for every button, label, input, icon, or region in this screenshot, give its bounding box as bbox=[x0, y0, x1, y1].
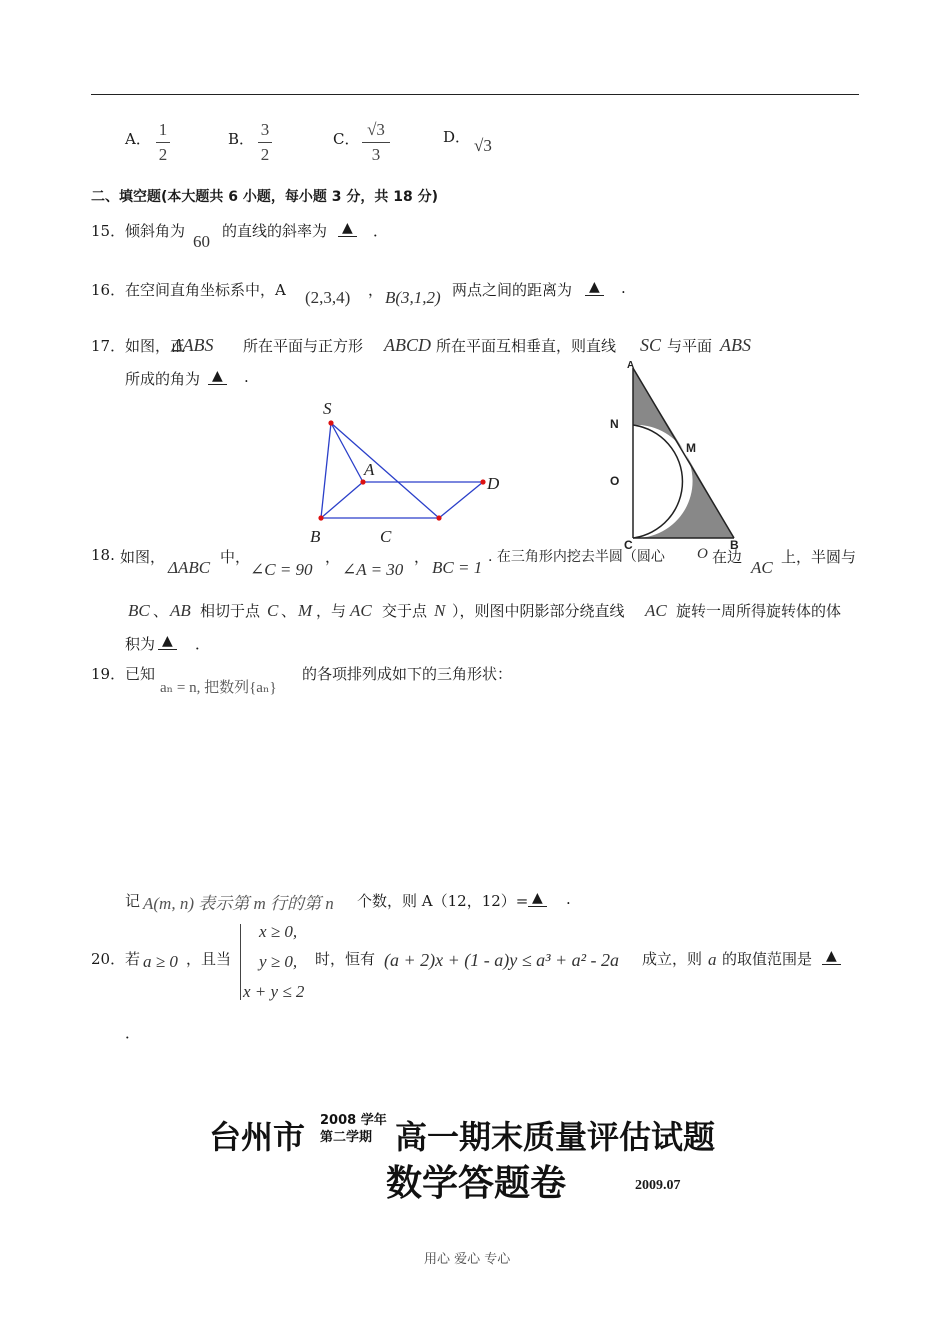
q16-separator: ， bbox=[368, 281, 384, 299]
q17-text: 如图，正 bbox=[125, 337, 186, 355]
q18-ac: AC bbox=[751, 558, 773, 577]
q17-plane: ABS bbox=[720, 335, 751, 355]
q15-number: 15． bbox=[91, 222, 126, 240]
point-b bbox=[318, 515, 323, 520]
q17-text-3: 所在平面互相垂直，则直线 bbox=[436, 337, 617, 355]
q16-text: 在空间直角坐标系中，A bbox=[125, 281, 286, 299]
q15-end: ． bbox=[373, 222, 389, 240]
option-b-denominator: 2 bbox=[260, 145, 270, 164]
q18-text: 如图， bbox=[120, 548, 166, 566]
q18-center-o: O bbox=[697, 546, 708, 562]
label-b: B bbox=[310, 527, 321, 546]
q18-line2-text-3: 交于点 bbox=[382, 602, 428, 620]
q17-text-4: 与平面 bbox=[667, 337, 713, 355]
label-n: N bbox=[610, 417, 619, 431]
option-a-fraction bbox=[156, 120, 170, 165]
q20-answer-blank[interactable]: ▲ bbox=[822, 948, 841, 965]
q20-text-3: 时，恒有 bbox=[315, 950, 376, 968]
header-rule bbox=[91, 94, 859, 95]
q17-square: ABCD bbox=[384, 335, 431, 355]
q18-line2-bc: BC bbox=[128, 601, 150, 620]
q20-system-1: x ≥ 0, bbox=[259, 922, 298, 941]
q18-line2-text-2: ，与 bbox=[316, 602, 347, 620]
q15-answer-blank[interactable]: ▲ bbox=[338, 220, 357, 237]
q19-line2-text: 记 bbox=[125, 892, 141, 910]
q18-line2-ab: AB bbox=[170, 601, 191, 620]
option-d-label: D． bbox=[443, 128, 471, 146]
q19-line2-def: A(m, n) 表示第 m 行的第 n bbox=[143, 894, 334, 913]
label-a: A bbox=[364, 460, 375, 479]
q18-bc: BC = 1 bbox=[432, 558, 483, 577]
q20-number: 20． bbox=[91, 950, 126, 968]
q16-answer-blank[interactable]: ▲ bbox=[585, 279, 604, 296]
q17-line: SC bbox=[640, 335, 662, 355]
option-c-label: C． bbox=[333, 130, 360, 148]
q17-text-2: 所在平面与正方形 bbox=[243, 337, 364, 355]
q15-text-2: 的直线的斜率为 bbox=[222, 222, 328, 240]
option-a-label: A． bbox=[125, 130, 151, 148]
q18-sep-2: ， bbox=[414, 548, 430, 566]
q18-line2-text-5: 旋转一周所得旋转体的体 bbox=[676, 602, 842, 620]
option-b-numerator: 3 bbox=[260, 120, 270, 139]
q16-end: . bbox=[621, 279, 626, 297]
q19-end: . bbox=[566, 890, 571, 908]
q18-line3-text: 积为 bbox=[125, 635, 156, 653]
q16-number: 16． bbox=[91, 281, 126, 299]
q16-text-2: 两点之间的距离为 bbox=[452, 281, 573, 299]
q18-end: ． bbox=[195, 635, 211, 653]
q20-text: 若 bbox=[125, 950, 141, 968]
label-m: M bbox=[686, 441, 696, 455]
q17-text-5: 所成的角为 bbox=[125, 370, 201, 388]
label-b: B bbox=[730, 538, 739, 550]
q18-triangle: ΔABC bbox=[168, 558, 211, 577]
title-subtitle: 数学答题卷 bbox=[386, 1163, 567, 1204]
figure-18-semicircle bbox=[600, 360, 750, 550]
q18-text-5: 上，半圆与 bbox=[781, 548, 857, 566]
q20-inequality: (a + 2)x + (1 - a)y ≤ a³ + a² - 2a bbox=[384, 950, 620, 970]
q15-text: 倾斜角为 bbox=[125, 222, 186, 240]
q19-line2-text-2: 个数，则 A（12，12）= bbox=[357, 892, 529, 910]
q17-number: 17． bbox=[91, 337, 126, 355]
q18-line2-text: 相切于点 bbox=[200, 602, 261, 620]
q20-text-5: 的取值范围是 bbox=[722, 950, 813, 968]
q18-number: 18. bbox=[91, 546, 115, 564]
q17-answer-blank[interactable]: ▲ bbox=[208, 368, 227, 385]
option-c-fraction bbox=[362, 120, 390, 165]
label-s: S bbox=[323, 399, 332, 418]
option-a-denominator: 2 bbox=[158, 145, 168, 164]
title-city: 台州市 bbox=[209, 1118, 306, 1156]
q19-text-2: 的各项排列成如下的三角形状： bbox=[302, 665, 513, 683]
option-c-numerator: √3 bbox=[367, 120, 385, 139]
q20-brace bbox=[240, 924, 241, 1000]
q18-text-2: 中， bbox=[220, 548, 251, 566]
q20-line2: ． bbox=[125, 1024, 141, 1042]
q20-text-2: ，且当 bbox=[186, 950, 232, 968]
label-d: D bbox=[487, 474, 500, 493]
point-s bbox=[328, 420, 333, 425]
point-d bbox=[480, 479, 485, 484]
q18-line2-text-4: ），则图中阴影部分绕直线 bbox=[452, 602, 625, 620]
option-c-denominator: 3 bbox=[371, 145, 381, 164]
q18-line2-ac: AC bbox=[350, 601, 372, 620]
q18-answer-blank[interactable]: ▲ bbox=[158, 633, 177, 650]
q18-angle-c: ∠C = 90 bbox=[250, 560, 313, 579]
q18-text-3: . 在三角形内挖去半圆（圆心 bbox=[488, 549, 665, 565]
q18-sep-1: ， bbox=[325, 548, 341, 566]
q18-line2-m: M bbox=[298, 601, 313, 620]
q20-system-3: x + y ≤ 2 bbox=[243, 982, 305, 1001]
q19-expression: aₙ = n, 把数列{aₙ} bbox=[160, 680, 277, 696]
title-year-bottom: 第二学期 bbox=[320, 1130, 373, 1145]
q15-angle: 60 bbox=[193, 232, 210, 251]
section-heading: 二、填空题(本大题共 6 小题，每小题 3 分，共 18 分) bbox=[91, 189, 439, 205]
point-a bbox=[360, 479, 365, 484]
q20-system-2: y ≥ 0, bbox=[259, 952, 298, 971]
q18-text-4: 在边 bbox=[712, 548, 743, 566]
q17-triangle: ΔABS bbox=[172, 335, 214, 355]
q18-line2-c: C bbox=[267, 601, 279, 620]
option-b-fraction bbox=[258, 120, 272, 165]
q20-variable: a bbox=[708, 950, 717, 969]
point-c bbox=[436, 515, 441, 520]
label-top-a: A bbox=[627, 360, 635, 371]
title-date: 2009.07 bbox=[635, 1178, 681, 1193]
title-year-top: 2008 学年 bbox=[320, 1113, 387, 1128]
label-c: C bbox=[624, 538, 633, 550]
q19-answer-blank[interactable]: ▲ bbox=[528, 890, 547, 907]
figure-17-pyramid bbox=[300, 395, 520, 550]
option-d-value: √3 bbox=[474, 136, 492, 155]
q16-point-a: (2,3,4) bbox=[305, 288, 351, 307]
label-o: O bbox=[610, 474, 620, 488]
option-b-label: B． bbox=[228, 130, 255, 148]
q18-line2-comma: 、 bbox=[153, 602, 169, 620]
q18-line2-n: N bbox=[434, 601, 446, 620]
q18-line2-comma-2: 、 bbox=[281, 602, 297, 620]
q18-line2-ac-2: AC bbox=[645, 601, 667, 620]
q18-angle-a: ∠A = 30 bbox=[342, 560, 404, 579]
q19-number: 19． bbox=[91, 665, 126, 683]
label-c: C bbox=[380, 527, 392, 546]
q20-condition: a ≥ 0 bbox=[143, 952, 178, 971]
q20-text-4: 成立，则 bbox=[642, 950, 703, 968]
q16-point-b: B(3,1,2) bbox=[385, 288, 441, 307]
footer-text: 用心 爱心 专心 bbox=[424, 1252, 511, 1267]
q19-text: 已知 bbox=[125, 665, 156, 683]
q17-end: . bbox=[244, 368, 249, 386]
title-main: 高一期末质量评估试题 bbox=[395, 1118, 716, 1156]
option-a-numerator: 1 bbox=[158, 120, 168, 139]
